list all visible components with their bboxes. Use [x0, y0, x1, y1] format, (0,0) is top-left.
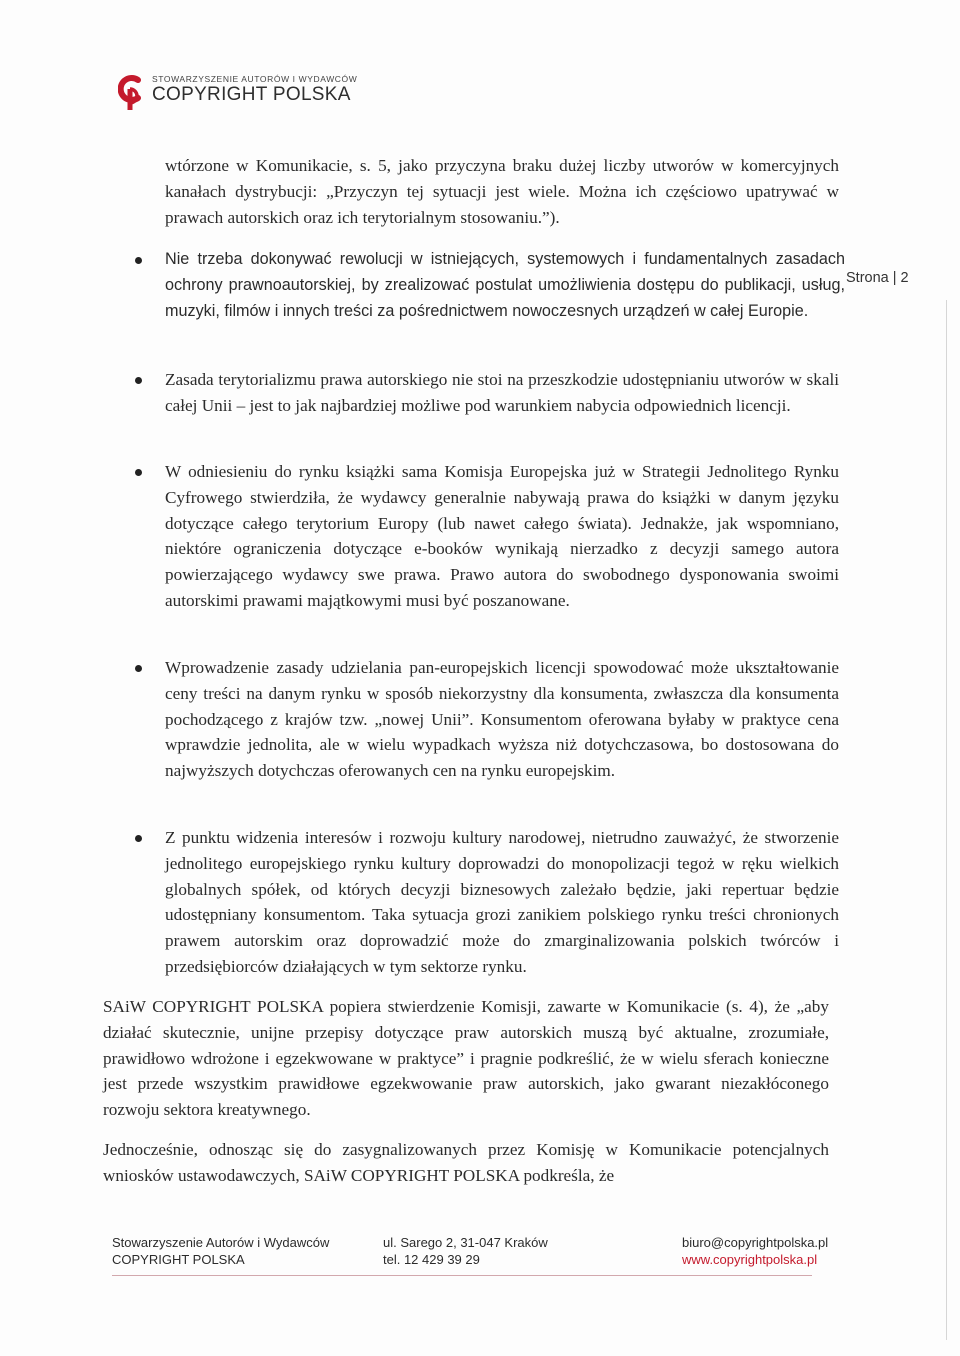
- page-number-label: Strona | 2: [846, 270, 909, 286]
- list-item-text: Z punktu widzenia interesów i rozwoju kultury narodowej, nietrudno zauważyć, że stworzenie jednolitego europejskiego rynku kultury doprowadzi do monopolizacji tegoż w ręku wielkich globalnych spółek, od których decyzji biznesowych zależało będzie, jaki repertuar będzie udostępniany konsumentom. Taka sytuacja grozi zanikiem polskiego rynku treści chronionych prawem autorskim oraz doprowadzić może do zmarginalizowania polskich twórców i przedsiębiorców działających w tym sektorze rynku.: [165, 828, 839, 976]
- footer-org: [112, 1234, 329, 1268]
- footer-org-line2: COPYRIGHT POLSKA: [112, 1252, 245, 1267]
- list-item: [165, 459, 839, 614]
- list-item: [165, 655, 839, 784]
- footer-email-link[interactable]: biuro@copyrightpolska.pl: [682, 1235, 829, 1250]
- footer-street: ul. Sarego 2, 31-047 Kraków: [383, 1235, 548, 1250]
- body-paragraph: Jednocześnie, odnosząc się do zasygnalizowanych przez Komisję w Komunikacie potencjalnych wniosków ustawodawczych, SAiW COPYRIGHT POLSKA podkreśla, że: [103, 1140, 829, 1185]
- bullet-icon: [135, 835, 142, 842]
- list-item: [165, 247, 845, 324]
- list-item-text: Wprowadzenie zasady udzielania pan-europejskich licencji spowodować może ukształtowanie ceny treści na danym rynku w sposób niekorzystny dla konsumenta, zwłaszcza dla konsumenta pochodzącego z krajów tzw. „nowej Unii”. Konsumentom oferowana byłaby w praktyce cena wprawdzie jednolita, ale w wielu wypadkach wyższa niż dotychczasowa, bo dostosowana do najwyższych dotychczas oferowanych cen na rynku europejskim.: [165, 658, 839, 781]
- list-item-text: W odniesieniu do rynku książki sama Komisja Europejska już w Strategii Jednolitego Rynku Cyfrowego stwierdziła, że wydawcy generalnie nabywają prawa do książki w danym języku dotyczące całego terytorium Europy (lub nawet całego świata). Jednakże, jak wspomniano, niektóre ograniczenia dotyczące e-booków wynikają nierzadko z decyzji samego autora powierzającego wydawcy swe prawa. Prawo autora do swobodnego dysponowania swoimi autorskimi prawami majątkowymi musi być poszanowane.: [165, 462, 839, 610]
- intro-text: wtórzone w Komunikacie, s. 5, jako przyczyna braku dużej liczby utworów w komercyjnych kanałach dystrybucji: „Przyczyn tej sytuacji jest wiele. Można ich częściowo upatrywać w prawach autorskich oraz ich terytorialnym stosowaniu.”).: [165, 156, 839, 227]
- scan-edge-line: [946, 300, 947, 1340]
- bullet-icon: [135, 665, 142, 672]
- list-item: [165, 367, 839, 419]
- bullet-icon: [135, 377, 142, 384]
- footer-divider: [112, 1275, 812, 1276]
- list-item-text: Nie trzeba dokonywać rewolucji w istniejących, systemowych i fundamentalnych zasadach ochrony prawnoautorskiej, by zrealizować postulat umożliwienia dostępu do publikacji, usług, muzyki, filmów i innych treści za pośrednictwem nowoczesnych urządzeń w całej Europie.: [165, 250, 845, 320]
- org-name-small: STOWARZYSZENIE AUTORÓW I WYDAWCÓW: [152, 74, 358, 84]
- footer-address: [383, 1234, 548, 1268]
- bullet-icon: [135, 469, 142, 476]
- bullet-icon: [135, 257, 142, 264]
- footer-org-line1: Stowarzyszenie Autorów i Wydawców: [112, 1235, 330, 1250]
- list-item-text: Zasada terytorializmu prawa autorskiego nie stoi na przeszkodzie udostępnianiu utworów w skali całej Unii – jest to jak najbardziej możliwe pod warunkiem nabycia odpowiednich licencji.: [165, 370, 839, 415]
- footer-website-link[interactable]: www.copyrightpolska.pl: [682, 1252, 818, 1267]
- footer-phone: tel. 12 429 39 29: [383, 1252, 480, 1267]
- body-paragraph: SAiW COPYRIGHT POLSKA popiera stwierdzenie Komisji, zawarte w Komunikacie (s. 4), że „aby działać skutecznie, unijne przepisy dotyczące praw autorskich muszą być aktualne, zrozumiałe, prawidłowo wdrożone i egzekwowane w praktyce” i pragnie podkreślić, że w wielu sferach konieczne jest przede wszystkim prawidłowe egzekwowanie praw autorskich, jako gwarant niezakłóconego rozwoju sektora kreatywnego.: [103, 997, 829, 1120]
- copyright-logo-icon: [118, 72, 146, 112]
- list-item: [165, 825, 839, 980]
- footer-contact: [682, 1234, 828, 1268]
- org-name-big: COPYRIGHT POLSKA: [152, 84, 351, 105]
